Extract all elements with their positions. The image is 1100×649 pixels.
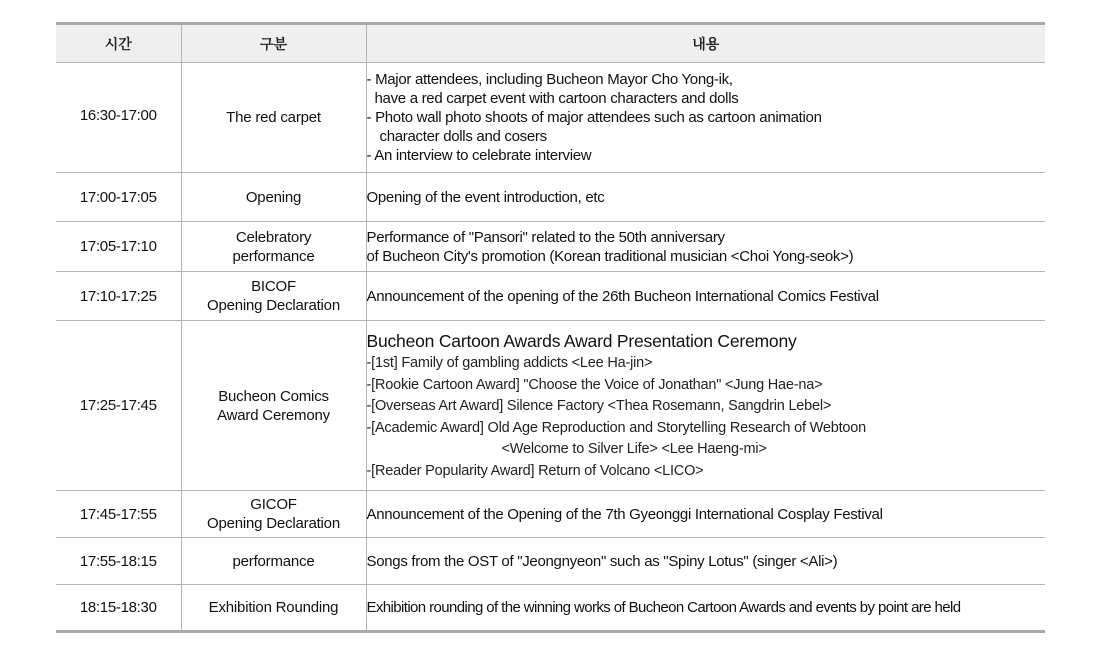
category-cell: [181, 222, 366, 272]
table-row: [56, 538, 1045, 585]
category-cell: [181, 491, 366, 538]
content-line: Opening of the event introduction, etc: [366, 188, 605, 206]
category-line: Exhibition Rounding: [208, 599, 339, 616]
content-cell: [366, 491, 1045, 538]
time-cell: 17:25-17:45: [56, 321, 181, 491]
header-category: 구분: [181, 24, 366, 63]
content-line: have a red carpet event with cartoon characters and dolls: [374, 90, 739, 107]
table-row: [56, 222, 1045, 272]
ceremony-title: Bucheon Cartoon Awards Award Presentation Ceremony: [366, 331, 797, 351]
content-cell: [366, 538, 1045, 585]
content-cell: [366, 222, 1045, 272]
content-line: Exhibition rounding of the winning works of Bucheon Cartoon Awards and events by point are held: [366, 599, 961, 616]
schedule-table: [56, 22, 1045, 633]
table-row: [56, 272, 1045, 321]
content-cell: [366, 63, 1045, 173]
time-cell: 17:05-17:10: [56, 222, 181, 272]
header-row: [56, 24, 1045, 63]
award-line: <Welcome to Silver Life> <Lee Haeng-mi>: [501, 441, 767, 457]
category-line: Bucheon Comics: [218, 387, 329, 405]
content-cell: [366, 173, 1045, 222]
time-cell: 17:10-17:25: [56, 272, 181, 321]
content-line: - Photo wall photo shoots of major attendees such as cartoon animation: [366, 109, 822, 126]
category-line: BICOF: [251, 278, 296, 295]
category-cell: [181, 173, 366, 222]
time-cell: 17:00-17:05: [56, 173, 181, 222]
award-line: -[Reader Popularity Award] Return of Volcano <LICO>: [366, 462, 704, 479]
award-line: -[Academic Award] Old Age Reproduction and Storytelling Research of Webtoon: [366, 419, 867, 436]
category-cell: [181, 321, 366, 491]
content-cell: [366, 585, 1045, 632]
category-line: Award Ceremony: [217, 406, 330, 424]
content-line: Performance of "Pansori" related to the 50th anniversary: [366, 228, 725, 246]
category-cell: [181, 63, 366, 173]
category-line: Opening Declaration: [207, 515, 340, 532]
time-cell: 16:30-17:00: [56, 63, 181, 173]
content-cell: [366, 321, 1045, 491]
time-cell: 17:45-17:55: [56, 491, 181, 538]
content-line: of Bucheon City's promotion (Korean traditional musician <Choi Yong-seok>): [366, 247, 854, 265]
award-line: -[1st] Family of gambling addicts <Lee Ha-jin>: [366, 355, 653, 371]
table-row: [56, 63, 1045, 173]
category-line: GICOF: [250, 496, 297, 513]
category-cell: [181, 585, 366, 632]
table-row: [56, 321, 1045, 491]
table-row: [56, 585, 1045, 632]
time-cell: 17:55-18:15: [56, 538, 181, 585]
content-line: - Major attendees, including Bucheon Mayor Cho Yong-ik,: [366, 71, 733, 88]
content-line: Announcement of the opening of the 26th Bucheon International Comics Festival: [366, 287, 879, 305]
category-cell: [181, 272, 366, 321]
category-line: performance: [232, 247, 315, 265]
table-row: [56, 491, 1045, 538]
header-content: 내용: [366, 24, 1045, 63]
award-line: -[Overseas Art Award] Silence Factory <Thea Rosemann, Sangdrin Lebel>: [366, 398, 832, 414]
category-line: The red carpet: [226, 109, 321, 126]
content-cell: [366, 272, 1045, 321]
category-line: Opening: [245, 188, 302, 206]
content-line: Announcement of the Opening of the 7th Gyeonggi International Cosplay Festival: [366, 505, 883, 523]
category-cell: [181, 538, 366, 585]
content-line: Songs from the OST of "Jeongnyeon" such as "Spiny Lotus" (singer <Ali>): [366, 552, 838, 570]
category-line: Celebratory: [235, 228, 312, 246]
time-cell: 18:15-18:30: [56, 585, 181, 632]
header-time: 시간: [56, 24, 181, 63]
content-line: character dolls and cosers: [379, 128, 547, 145]
table-row: [56, 173, 1045, 222]
award-line: -[Rookie Cartoon Award] "Choose the Voice of Jonathan" <Jung Hae-na>: [366, 376, 823, 393]
content-line: - An interview to celebrate interview: [366, 147, 592, 164]
category-line: Opening Declaration: [207, 297, 340, 314]
category-line: performance: [232, 552, 315, 570]
